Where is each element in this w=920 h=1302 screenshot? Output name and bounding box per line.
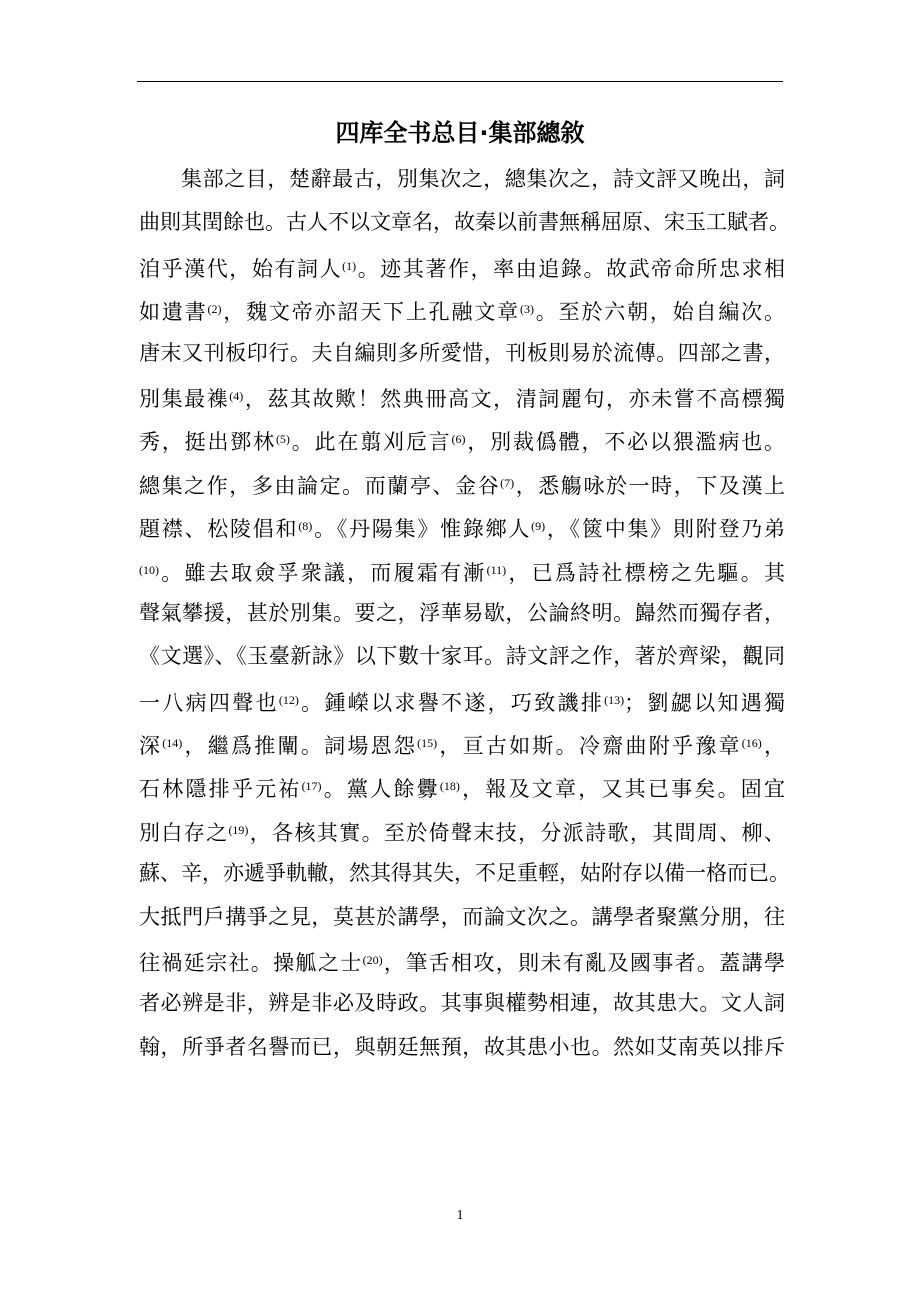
text-segment: 集部之目，楚辭最古，別集次之，總集次之，詩文評又晚出，詞 [181,167,785,191]
text-segment: 。迹其著作，率由追錄。故武帝命所忠求相 [356,256,786,281]
text-segment: 往禍延宗社。操觚之士 [139,951,363,976]
text-line [139,462,785,505]
text-segment: 石林隱排乎元祐 [139,777,302,802]
body-text [139,158,790,1069]
footnote-marker: (1) [342,258,357,273]
footnote-marker: (3) [519,302,534,317]
footnote-marker: (19) [228,822,249,837]
footnote-marker: (20) [362,953,383,968]
footnote-marker: (12) [278,692,299,707]
text-segment: 總集之作，多由論定。而蘭亭、金谷 [139,473,501,498]
text-segment: ，各核其實。至於倚聲末技，分派詩歌，其間周、柳、 [248,820,786,845]
page-number: 1 [456,1208,464,1223]
text-segment: 別集最襍 [139,386,230,411]
text-segment: 聲氣攀援，甚於別集。要之，浮華易歇，公論終明。巋然而獨存者， [139,600,785,625]
page-title: 四库全书总目·集部總敘 [335,119,585,147]
text-segment: ，《篋中集》則附登乃弟 [545,517,786,542]
text-line [139,809,785,852]
footnote-marker: (7) [500,475,515,490]
text-line [139,635,785,678]
text-line [139,375,785,418]
footnote-marker: (14) [162,736,183,751]
text-segment: ， [761,734,786,759]
text-line [139,679,785,722]
text-line [139,505,785,548]
text-line [139,939,785,982]
text-line [139,592,785,635]
text-segment: ，別裁僞體，不必以猥濫病也。 [465,430,786,455]
text-line [139,549,785,592]
text-segment: ，筆舌相攻，則未有亂及國事者。蓋講學 [382,951,786,976]
text-segment: 唐末又刊板印行。夫自編則多所愛惜，刊板則易於流傳。四部之書， [139,340,785,365]
text-segment: 曲則其閏餘也。古人不以文章名，故秦以前書無稱屈原、宋玉工賦者。 [139,210,790,235]
text-segment: 題襟、松陵倡和 [139,517,299,542]
text-segment: 蘇、辛，亦遞爭軌轍，然其得其失，不足重輕，姑附存以備一格而已。 [139,861,790,886]
text-line [139,288,785,331]
text-line [139,1026,785,1069]
footnote-marker: (16) [741,736,762,751]
footnote-marker: (18) [439,779,460,794]
text-segment: 洎乎漢代，始有詞人 [139,256,343,281]
text-segment: 。《丹陽集》惟錄鄉人 [312,517,532,542]
text-segment: ，繼爲推闡。詞場恩怨 [182,734,418,759]
text-segment: ，亘古如斯。冷齋曲附乎豫章 [437,734,742,759]
footnote-marker: (17) [301,779,322,794]
text-segment: ，茲其故歟！然典冊高文，清詞麗句，亦未嘗不高標獨 [243,386,786,411]
text-line [139,765,785,808]
text-segment: ；劉勰以知遇獨 [624,690,786,715]
footnote-marker: (8) [298,519,313,534]
text-segment: 。此在翦刈卮言 [289,430,452,455]
text-segment: 者必辨是非，辨是非必及時政。其事與權勢相連，故其患大。文人詞 [139,991,785,1016]
footnote-marker: (15) [417,736,438,751]
text-line [139,158,785,201]
text-segment: 別白存之 [139,820,229,845]
text-segment: 大抵門戶搆爭之見，莫甚於講學，而論文次之。講學者聚黨分朋，往 [139,904,785,929]
text-segment: ，已爲詩社標榜之先驅。其 [506,560,786,585]
text-segment: 翰，所爭者名譽而已，與朝廷無預，故其患小也。然如艾南英以排斥 [139,1034,785,1059]
text-line [139,896,785,939]
footnote-marker: (10) [139,562,159,577]
text-segment: 《文選》、《玉臺新詠》以下數十家耳。詩文評之作，著於齊梁，觀同 [139,644,785,669]
text-segment: 。雖去取僉孚衆議，而履霜有漸 [159,560,487,585]
text-segment: 。至於六朝，始自編次。 [533,300,786,325]
text-segment: 。鍾嶸以求譽不遂，巧致譏排 [298,690,605,715]
text-line [139,245,785,288]
text-line [139,201,790,244]
text-line [139,332,785,375]
text-segment: 深 [139,734,163,759]
text-segment: 。黨人餘釁 [321,777,440,802]
footnote-marker: (9) [531,519,546,534]
text-line [139,722,785,765]
text-line [139,852,790,895]
footnote-marker: (13) [604,692,625,707]
footnote-marker: (4) [229,388,244,403]
text-segment: 秀，挺出鄧林 [139,430,276,455]
footnote-marker: (6) [451,432,466,447]
header-rule [137,81,783,82]
text-line [139,418,785,461]
text-segment: ，魏文帝亦詔天下上孔融文章 [221,300,520,325]
footnote-marker: (2) [207,302,222,317]
footnote-marker: (5) [275,432,290,447]
footnote-marker: (11) [486,562,507,577]
text-segment: ，報及文章，又其已事矣。固宜 [459,777,786,802]
text-segment: 如遺書 [139,300,208,325]
text-line [139,982,785,1025]
text-segment: ，悉觴咏於一時，下及漢上 [514,473,786,498]
text-segment: 一八病四聲也 [139,690,279,715]
